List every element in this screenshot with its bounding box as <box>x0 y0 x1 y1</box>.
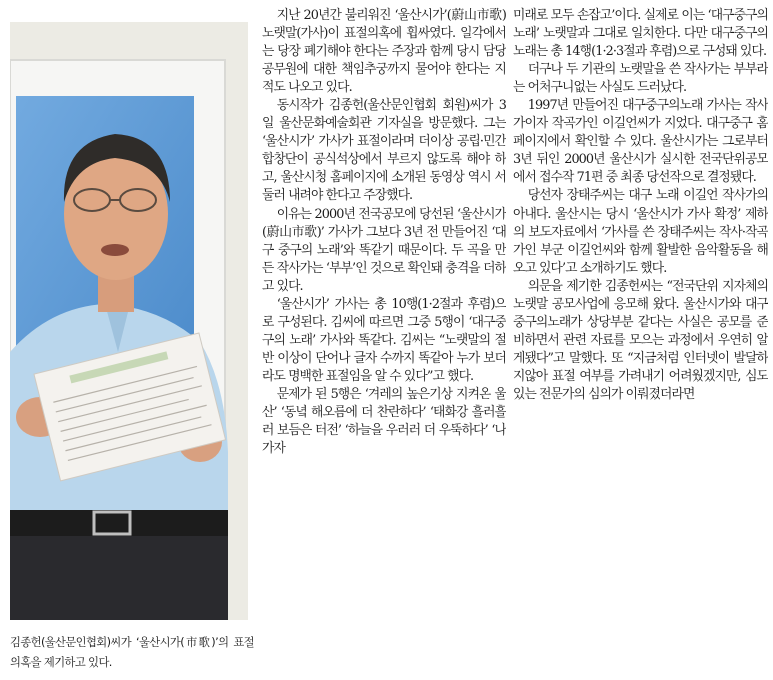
photo-caption: 김종헌(울산문인협회)씨가 ‘울산시가(市歌)’의 표절의혹을 제기하고 있다. <box>10 636 254 669</box>
article-column-2 <box>513 7 768 677</box>
trousers <box>10 536 228 620</box>
speaker-photo-illustration <box>10 22 248 620</box>
paragraph: 더구나 두 기관의 노랫말을 쓴 작사가는 부부라는 어처구니없는 사실도 드러났다. <box>513 62 768 96</box>
belt <box>10 510 228 536</box>
article-photo <box>10 22 248 620</box>
paragraph: 이유는 2000년 전국공모에 당선된 ‘울산시가(蔚山市歌)’ 가사가 그보다 3년 전 만들어진 ‘대구 중구의 노래’와 똑같기 때문이다. 두 곡을 만든 작사가는 ‘부부’인 것으로 확인돼 충격을 더하고 있다. <box>262 206 506 294</box>
paragraph: 의문을 제기한 김종헌씨는 “전국단위 지자체의 노랫말 공모사업에 응모해 왔다. 울산시가와 대구중구의노래가 상당부분 같다는 사실은 공모를 준비하면서 관련 자료를 모으는 과정에서 우연히 알게됐다”고 말했다. 또 “지금처럼 인터넷이 발달하지않아 표절 여부를 가려내기 어려웠겠지만, 심도 있는 전문가의 심의가 이뤄졌더라면 <box>513 278 768 402</box>
paragraph: 1997년 만들어진 대구중구의노래 가사는 작사가이자 작곡가인 이길언씨가 지었다. 대구중구 홈페이지에서 확인할 수 있다. 울산시가는 그로부터 3년 뒤인 2000년 울산시가 실시한 전국단위공모에서 접수작 71편 중 최종 당선작으로 결정됐다. <box>513 98 768 186</box>
paragraph: 당선자 장태주씨는 대구 노래 이길언 작사가의 아내다. 울산시는 당시 ‘울산시가 가사 확정’ 제하의 보도자료에서 ‘가사를 쓴 장태주씨는 작사·작곡가인 부군 이길언씨와 함께 활발한 음악활동을 해오고 있다’고 소개하기도 했다. <box>513 188 768 276</box>
paragraph: 문제가 된 5행은 ‘겨레의 높은기상 지켜온 울산’ ‘동녘 해오름에 더 찬란하다’ ‘태화강 흘러흘러 보듬은 터전’ ‘하늘을 우러러 더 우뚝하다’ ‘나가자 <box>262 386 506 457</box>
article-column-1 <box>262 7 506 677</box>
paragraph: ‘울산시가’ 가사는 총 10행(1·2절과 후렴)으로 구성된다. 김씨에 따르면 그중 5행이 ‘대구중구의 노래’ 가사와 똑같다. 김씨는 “노랫말의 절반 이상이 단어나 글자 수까지 똑같아 누가 보더라도 명백한 표절임을 알 수 있다”고 했다. <box>262 296 506 384</box>
paragraph: 지난 20년간 불리워진 ‘울산시가’(蔚山市歌) 노랫말(가사)이 표절의혹에 휩싸였다. 일각에서는 당장 폐기해야 한다는 주장과 함께 당시 담당공무원에 대한 책임추궁까지 물어야 한다는 지적도 나오고 있다. <box>262 8 506 96</box>
paragraph: 동시작가 김종헌(울산문인협회 회원)씨가 3일 울산문화예술회관 기자실을 방문했다. 그는 ‘울산시가’ 가사가 표절이라며 더이상 공립·민간합창단이 공식석상에서 부르지 않도록 해야 하고, 울산시청 홈페이지에 소개된 동영상 역시 서둘러 내려야 한다고 주장했다. <box>262 98 506 204</box>
paragraph-continued: 미래로 모두 손잡고’이다. 실제로 이는 ‘대구중구의 노래’ 노랫말과 그대로 일치한다. 다만 대구중구의 노래는 총 14행(1·2·3절과 후렴)으로 구성돼 있다. <box>513 8 768 60</box>
